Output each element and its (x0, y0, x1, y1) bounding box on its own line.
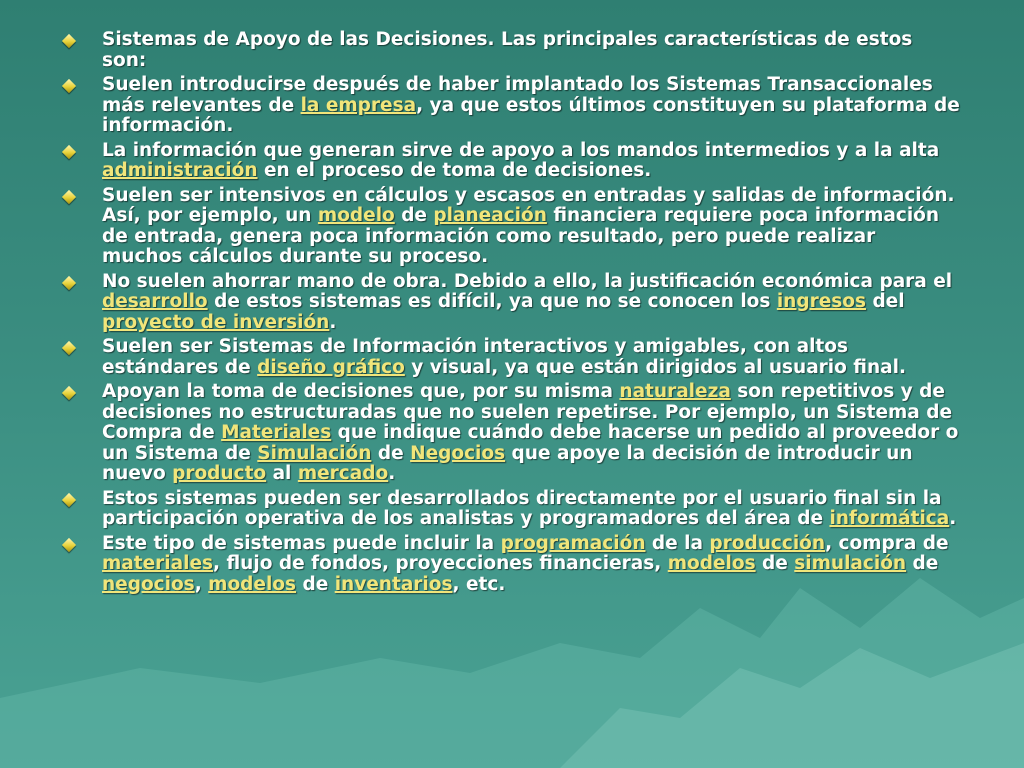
hyperlink[interactable]: ingresos (776, 291, 866, 312)
bullet-text: y visual, ya que están dirigidos al usuario final. (404, 356, 907, 378)
bullet-text: , etc. (452, 573, 506, 595)
hyperlink[interactable]: Negocios (410, 442, 506, 464)
bullet-text: de la (645, 532, 710, 554)
hyperlink[interactable]: naturaleza (619, 381, 731, 402)
hyperlink[interactable]: mercado (297, 463, 389, 484)
hyperlink[interactable]: administración (102, 160, 258, 181)
bullet-text: de (394, 205, 434, 226)
bullet-text: Estos sistemas pueden ser desarrollados directamente por el usuario final sin la participación operativa de los analistas y programadores del área de (102, 487, 942, 529)
diamond-bullet-icon (62, 144, 76, 158)
bullet-text: de (755, 553, 795, 574)
bullet-text: Suelen ser Sistemas de Información interactivos y amigables, con altos estándares de (102, 336, 848, 378)
diamond-bullet-icon (62, 275, 76, 289)
bullet-item (62, 534, 962, 596)
bullet-text: de estos sistemas es difícil, ya que no se conocen los (207, 291, 777, 312)
hyperlink[interactable]: Simulación (257, 442, 372, 464)
hyperlink[interactable]: inventarios (334, 573, 453, 595)
bullet-text: que apoye la decisión de introducir un nuevo (102, 442, 913, 484)
hyperlink[interactable]: planeación (433, 205, 547, 226)
bullet-item (62, 489, 962, 530)
bullet-text: de (906, 553, 939, 574)
hyperlink[interactable]: producción (709, 532, 826, 554)
bullet-text: . (329, 311, 337, 333)
hyperlink[interactable]: modelo (317, 205, 395, 226)
bullet-text: Apoyan la toma de decisiones que, por su misma (102, 381, 620, 402)
hyperlink[interactable]: desarrollo (102, 291, 208, 312)
bullet-text: , flujo de fondos, proyecciones financieras, (213, 553, 668, 574)
hyperlink[interactable]: Materiales (221, 422, 332, 443)
bullet-text: de (371, 442, 411, 464)
diamond-bullet-icon (62, 34, 76, 48)
bullet-item (62, 186, 962, 268)
bullet-text: Suelen ser intensivos en cálculos y escasos en entradas y salidas de información. Así, por ejemplo, un (102, 184, 955, 226)
bullet-item (62, 337, 962, 378)
bullet-text: financiera requiere poca información de entrada, genera poca información como resultado, pero puede realizar muchos cálculos durante su proceso. (102, 205, 940, 267)
bullet-list (62, 30, 962, 595)
diamond-bullet-icon (62, 189, 76, 203)
bullet-text: , (194, 573, 209, 595)
bullet-text: Sistemas de Apoyo de las Decisiones. (102, 29, 501, 50)
bullet-item (62, 272, 962, 334)
bullet-item (62, 382, 962, 485)
hyperlink[interactable]: la empresa (300, 94, 417, 116)
diamond-bullet-icon (62, 386, 76, 400)
diamond-bullet-icon (62, 537, 76, 551)
bullet-text: son repetitivos y de decisiones no estructuradas que no suelen repetirse. Por ejemplo, un Sistema de Compra de (102, 381, 953, 443)
bullet-text: que indique cuándo debe hacerse un pedido al proveedor o un Sistema de (102, 422, 959, 464)
bullet-item (62, 141, 962, 182)
bullet-text: del (866, 291, 905, 312)
bullet-text: en el proceso de toma de decisiones. (257, 160, 652, 181)
diamond-bullet-icon (62, 79, 76, 93)
bullet-text: La información que generan sirve de apoyo a los mandos intermedios y a la alta (102, 139, 940, 161)
bullet-text: de (296, 573, 335, 595)
bullet-item (62, 30, 962, 71)
diamond-bullet-icon (62, 492, 76, 506)
hyperlink[interactable]: negocios (102, 573, 195, 595)
bullet-text: No suelen ahorrar mano de obra. Debido a ello, la justificación económica para el (102, 270, 953, 292)
bullet-text: , ya que estos últimos constituyen su plataforma de información. (102, 94, 960, 136)
hyperlink[interactable]: diseño gráfico (257, 356, 405, 378)
hyperlink[interactable]: modelos (208, 573, 297, 595)
hyperlink[interactable]: producto (172, 463, 267, 484)
bullet-text: Las principales características de estos son: (102, 29, 913, 71)
bullet-text: . (949, 508, 957, 529)
bullet-text: al (266, 463, 298, 484)
bullet-text: , compra de (825, 532, 949, 554)
slide-content (62, 30, 962, 599)
hyperlink[interactable]: informática (829, 508, 950, 529)
bullet-text: Este tipo de sistemas puede incluir la (102, 532, 501, 554)
hyperlink[interactable]: simulación (794, 553, 907, 574)
hyperlink[interactable]: proyecto de inversión (102, 311, 330, 333)
bullet-text: Suelen introducirse después de haber implantado los Sistemas Transaccionales más relevantes de (102, 74, 933, 116)
hyperlink[interactable]: modelos (667, 553, 756, 574)
hyperlink[interactable]: materiales (102, 553, 213, 574)
hyperlink[interactable]: programación (500, 532, 646, 554)
diamond-bullet-icon (62, 341, 76, 355)
bullet-item (62, 75, 962, 137)
bullet-text: . (388, 463, 396, 484)
